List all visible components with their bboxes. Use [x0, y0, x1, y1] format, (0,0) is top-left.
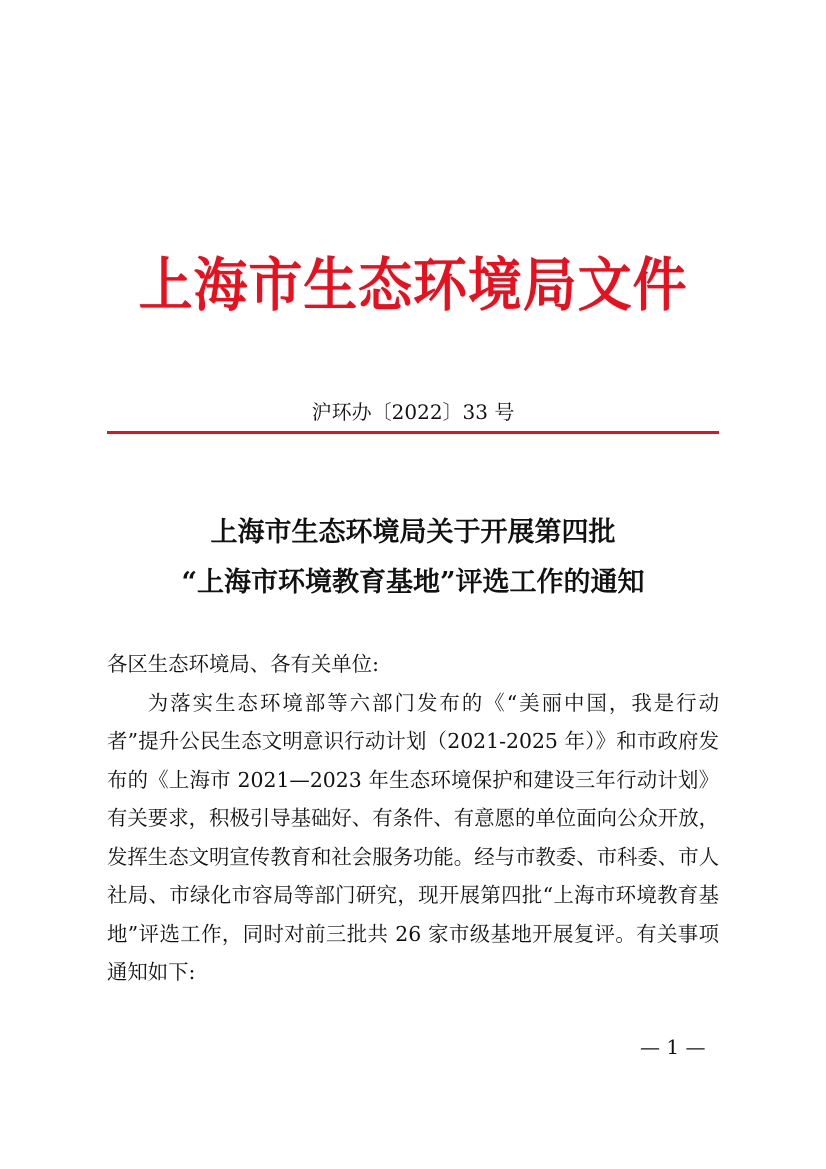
- body-paragraph: 为落实生态环境部等六部门发布的《“美丽中国，我是行动者”提升公民生态文明意识行动计划（2021-2025 年）》和市政府发布的《上海市 2021—2023 年生态环境保护和建设三年行动计划》有关要求，积极引导基础好、有条件、有意愿的单位面向公众开放，发挥生态文明宣传教育和社会服务功能。经与市教委、市科委、市人社局、市绿化市容局等部门研究，现开展第四批“上海市环境教育基地”评选工作，同时对前三批共 26 家市级基地开展复评。有关事项通知如下:: [107, 690, 719, 984]
- issuer-title: 上海市生态环境局文件: [138, 251, 688, 319]
- salutation: 各区生态环境局、各有关单位:: [107, 652, 379, 676]
- notice-body: [107, 645, 719, 992]
- notice-title-line-2: “上海市环境教育基地”评选工作的通知: [181, 567, 645, 598]
- notice-title-line-1: 上海市生态环境局关于开展第四批: [210, 517, 616, 548]
- notice-title: [0, 508, 826, 608]
- red-separator-line: [107, 431, 719, 434]
- document-number: 沪环办〔2022〕33 号: [311, 400, 515, 424]
- page-number: — 1 —: [640, 1035, 706, 1059]
